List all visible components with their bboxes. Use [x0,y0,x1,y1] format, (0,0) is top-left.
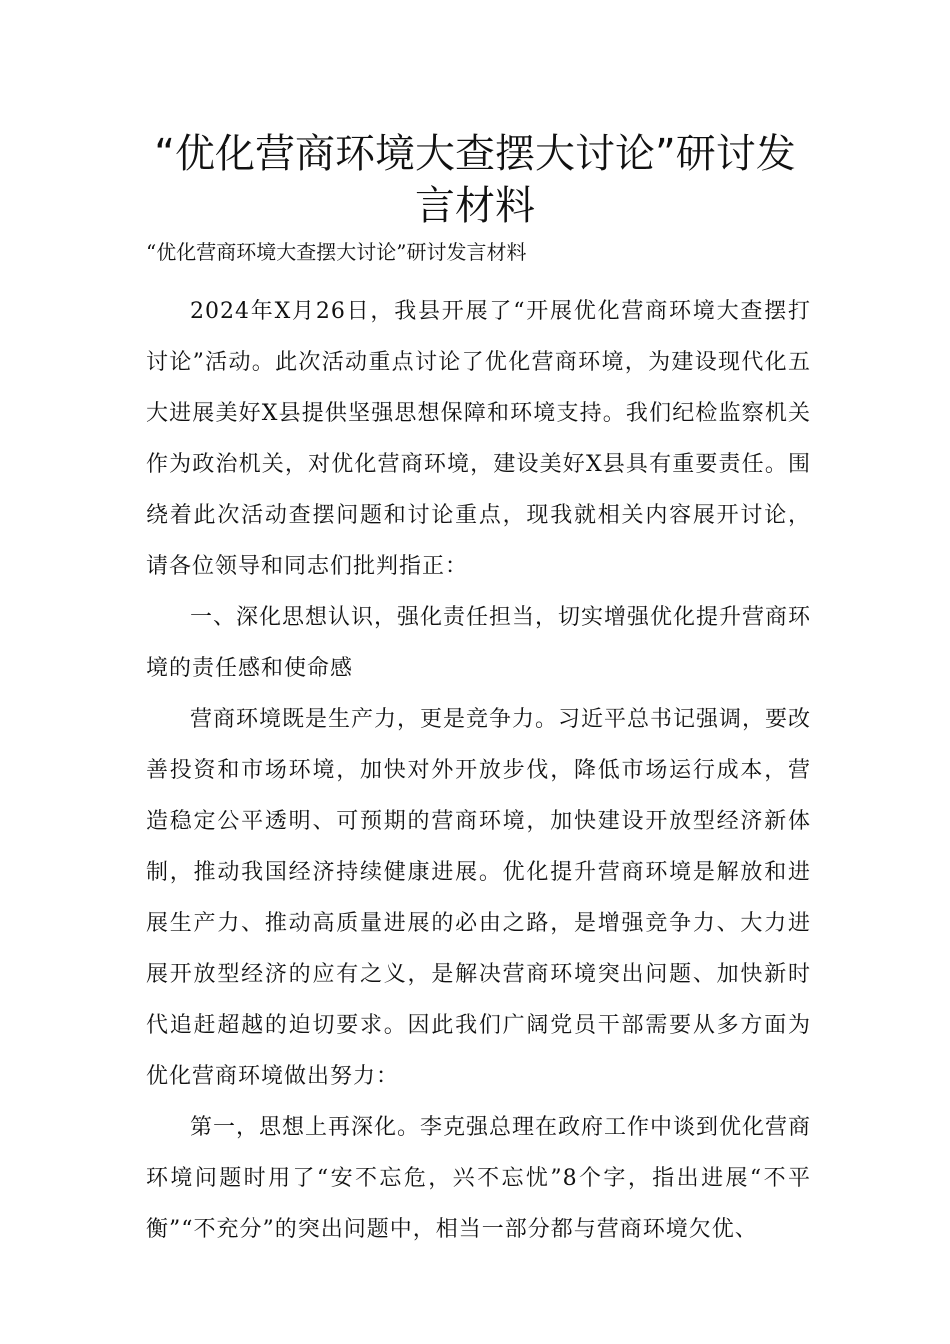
paragraph: 2024年X月26日，我县开展了“开展优化营商环境大查摆打讨论”活动。此次活动重点讨论了优化营商环境，为建设现代化五大进展美好X县提供坚强思想保障和环境支持。我们纪检监察机关作为政治机关，对优化营商环境，建设美好X县具有重要责任。围绕着此次活动查摆问题和讨论重点，现我就相关内容展开讨论，请各位领导和同志们批判指正： [146,299,811,579]
document-title: “优化营商环境大查摆大讨论”研讨发言材料 [154,131,796,229]
document-body [146,286,811,1255]
document-subtitle: “优化营商环境大查摆大讨论”研讨发言材料 [146,240,527,264]
section-heading: 一、深化思想认识，强化责任担当，切实增强优化提升营商环境的责任感和使命感 [146,605,812,681]
paragraph: 营商环境既是生产力，更是竞争力。习近平总书记强调，要改善投资和市场环境，加快对外开放步伐，降低市场运行成本，营造稳定公平透明、可预期的营商环境，加快建设开放型经济新体制，推动我国经济持续健康进展。优化提升营商环境是解放和进展生产力、推动高质量进展的必由之路，是增强竞争力、大力进展开放型经济的应有之义，是解决营商环境突出问题、加快新时代追赶超越的迫切要求。因此我们广阔党员干部需要从多方面为优化营商环境做出努力： [146,707,812,1089]
paragraph: 第一，思想上再深化。李克强总理在政府工作中谈到优化营商环境问题时用了“安不忘危，兴不忘忧”8个字，指出进展“不平衡”“不充分”的突出问题中，相当一部分都与营商环境欠优、 [146,1115,812,1242]
